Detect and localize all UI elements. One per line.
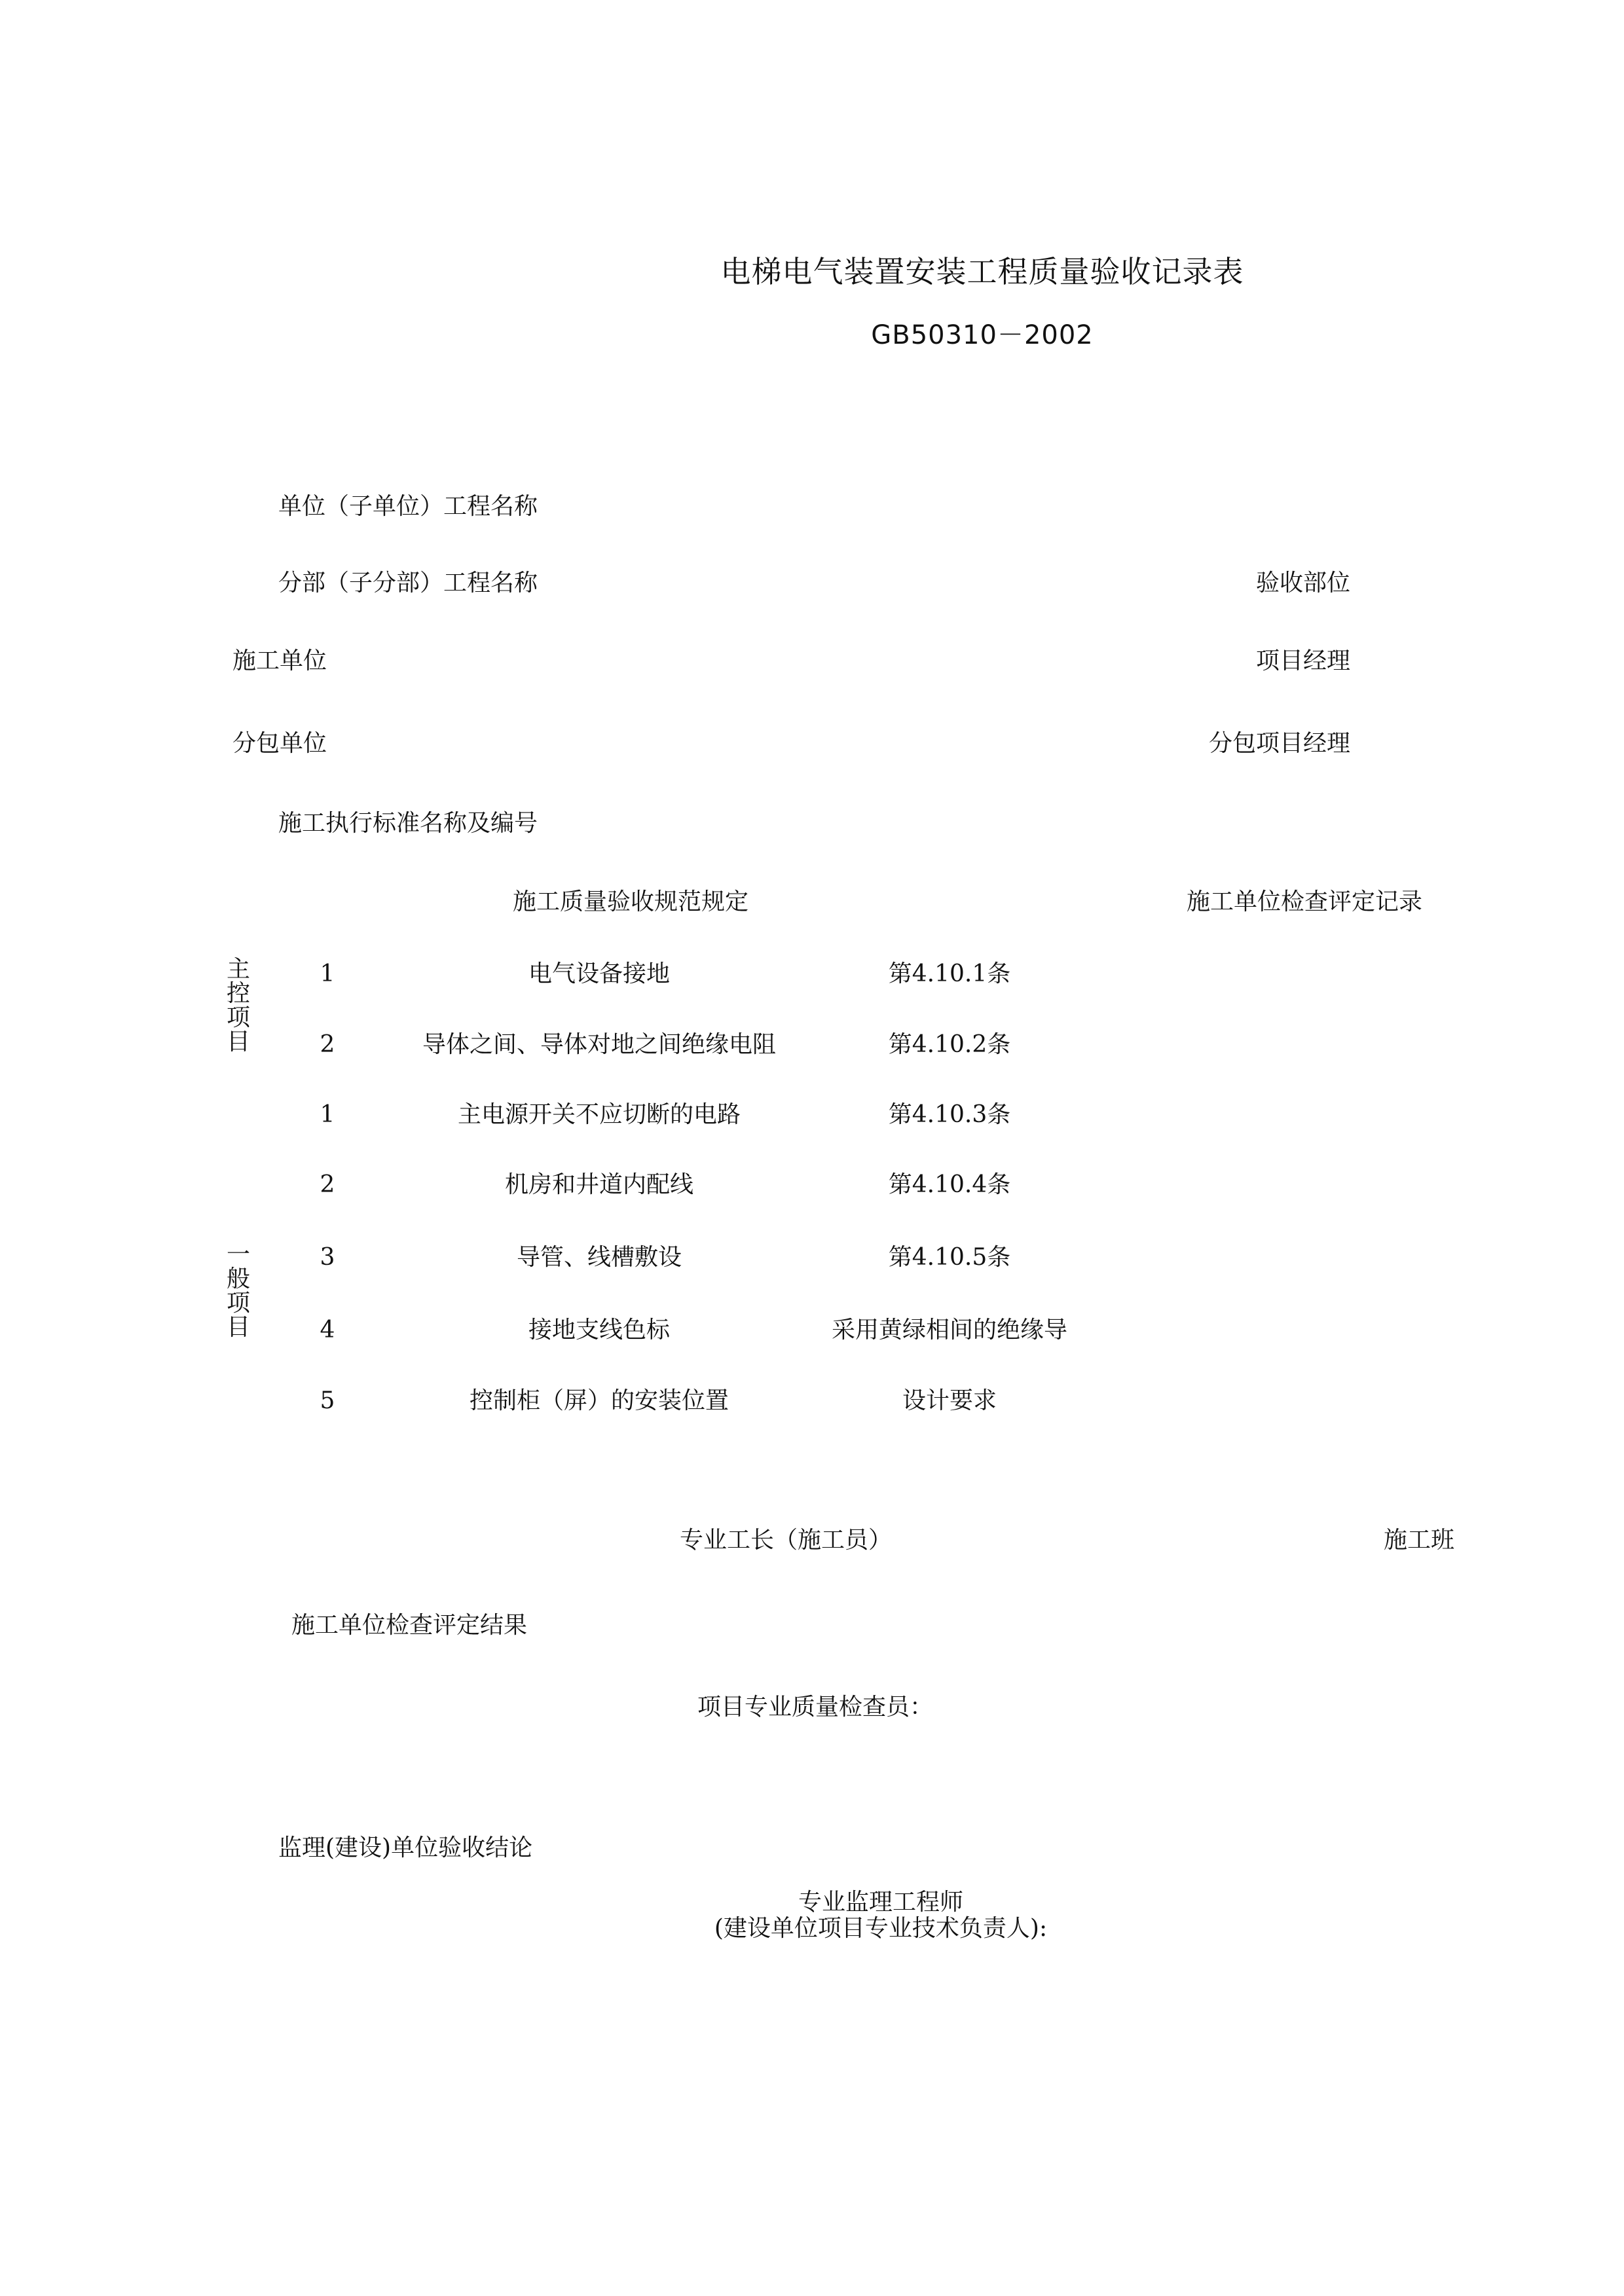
item-clause: 第4.10.4条 [888, 1171, 1011, 1198]
item-number: 1 [320, 960, 335, 987]
item-clause: 采用黄绿相间的绝缘导 [831, 1317, 1068, 1343]
unit-project-label: 单位（子单位）工程名称 [278, 493, 538, 520]
supervising-engineer-label: 专业监理工程师 [798, 1889, 964, 1916]
general-items-group-label [225, 1243, 251, 1339]
item-name: 机房和井道内配线 [504, 1171, 694, 1198]
construction-result-label: 施工单位检查评定结果 [291, 1612, 528, 1639]
item-name: 导管、线槽敷设 [516, 1244, 682, 1271]
item-name: 控制柜（屏）的安装位置 [469, 1387, 729, 1414]
item-clause: 第4.10.2条 [888, 1031, 1011, 1058]
item-number: 2 [320, 1031, 335, 1058]
main-group-char: 控 [226, 980, 250, 1007]
general-group-char: 一 [226, 1241, 250, 1268]
sub-project-label: 分部（子分部）工程名称 [278, 570, 538, 596]
item-number: 1 [320, 1101, 335, 1128]
owner-representative-label: (建设单位项目专业技术负责人): [714, 1915, 1048, 1942]
item-clause: 第4.10.1条 [888, 960, 1011, 987]
item-name: 电气设备接地 [528, 960, 671, 987]
item-name: 导体之间、导体对地之间绝缘电阻 [422, 1031, 777, 1058]
item-clause: 设计要求 [902, 1387, 997, 1414]
item-clause: 第4.10.3条 [888, 1101, 1011, 1128]
subcontract-unit-label: 分包单位 [232, 730, 327, 757]
general-group-char: 般 [226, 1266, 250, 1292]
item-name: 主电源开关不应切断的电路 [457, 1101, 741, 1128]
item-name: 接地支线色标 [528, 1317, 671, 1343]
document-title: 电梯电气装置安装工程质量验收记录表 [720, 254, 1244, 289]
subcontract-manager-label: 分包项目经理 [1208, 730, 1350, 757]
foreman-label: 专业工长（施工员） [679, 1527, 893, 1554]
item-number: 4 [320, 1317, 335, 1343]
standard-code: GB50310－2002 [871, 320, 1094, 350]
item-number: 3 [320, 1244, 335, 1271]
acceptance-part-label: 验收部位 [1255, 570, 1350, 596]
main-group-char: 主 [226, 956, 250, 983]
project-manager-label: 项目经理 [1255, 647, 1350, 674]
item-number: 2 [320, 1171, 335, 1198]
quality-inspector-label: 项目专业质量检查员： [697, 1694, 934, 1721]
general-group-char: 项 [226, 1290, 250, 1317]
main-group-char: 项 [226, 1004, 250, 1031]
record-column-header: 施工单位检查评定记录 [1186, 888, 1423, 915]
spec-column-header: 施工质量验收规范规定 [512, 888, 749, 915]
item-clause: 第4.10.5条 [888, 1244, 1011, 1271]
team-leader-label: 施工班 [1384, 1527, 1455, 1554]
construction-unit-label: 施工单位 [232, 647, 327, 674]
standard-label: 施工执行标准名称及编号 [278, 810, 538, 837]
supervision-conclusion-label: 监理(建设)单位验收结论 [278, 1834, 533, 1861]
item-number: 5 [320, 1387, 335, 1414]
main-group-char: 目 [226, 1029, 250, 1055]
general-group-char: 目 [226, 1314, 250, 1341]
main-items-group-label [225, 957, 251, 1054]
